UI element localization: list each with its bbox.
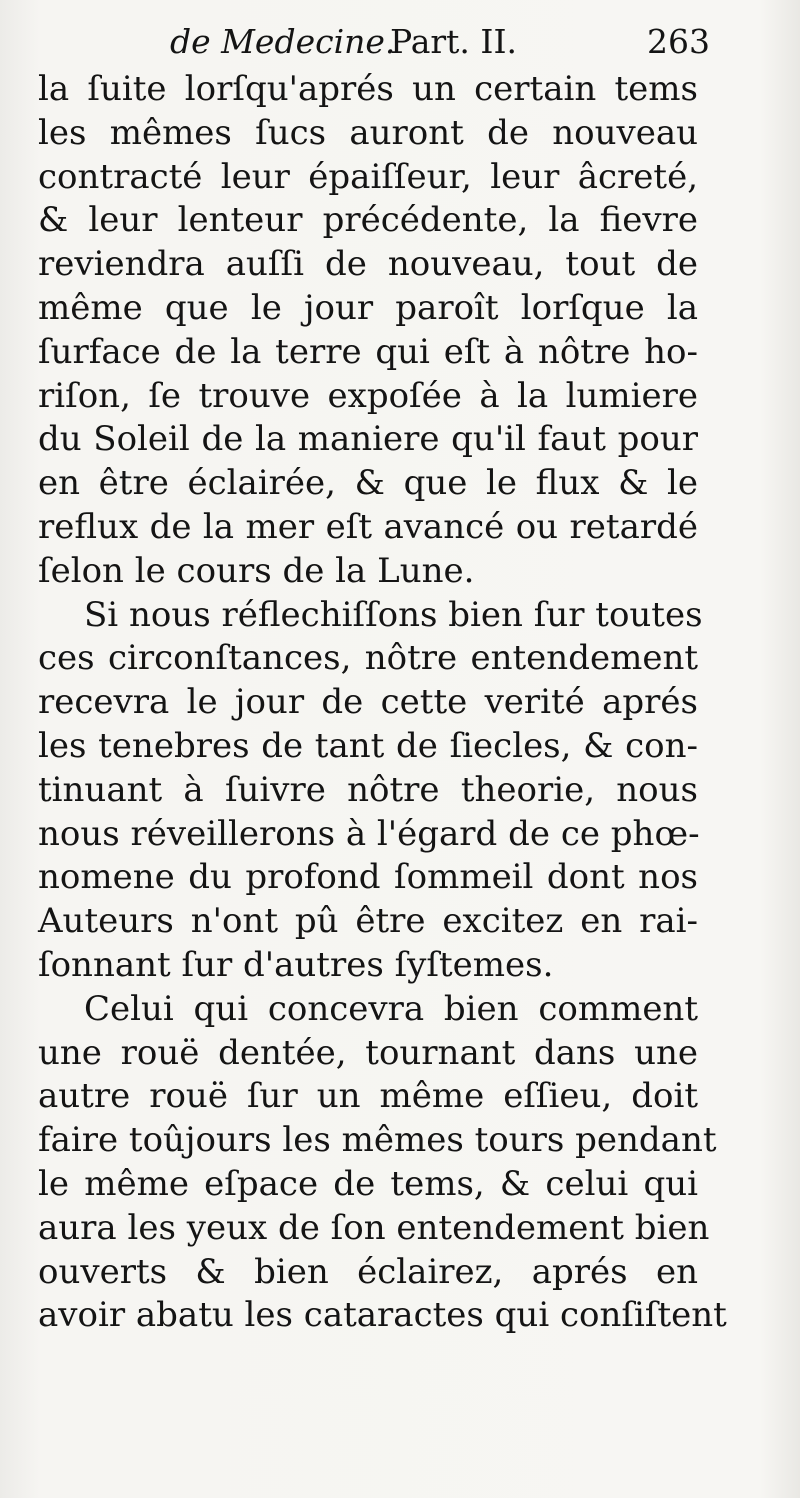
text-line: nomene du profond ſommeil dont nos [38,857,698,898]
text-line: ſelon le cours de la Lune. [38,550,475,591]
text-line: reviendra auſſi de nouveau, tout de [38,244,698,285]
text-line: du Soleil de la maniere qu'il faut pour [38,419,698,460]
text-line: en être éclairée, & que le flux & le [38,463,698,504]
text-line: ſonnant ſur d'autres ſyſtemes. [38,944,554,985]
text-line: ſurface de la terre qui eſt à nôtre ho- [38,331,698,372]
text-line: la ſuite lorſqu'aprés un certain tems [38,69,698,109]
text-line: faire toûjours les mêmes tours pendant [38,1120,717,1161]
text-line: tinuant à ſuivre nôtre theorie, nous [38,769,698,810]
text-line: autre rouë ſur un même eſſieu, doit [38,1076,698,1117]
text-line: riſon, ſe trouve expoſée à la lumiere [38,375,698,416]
text-line: une rouë dentée, tournant dans une [38,1032,698,1073]
running-title: de Medecine. [170,22,396,61]
text-line: Auteurs n'ont pû être excitez en rai- [38,901,698,942]
text-line: aura les yeux de ſon entendement bien [38,1207,710,1248]
text-line: reflux de la mer eſt avancé ou retardé [38,506,698,547]
text-line: avoir abatu les cataractes qui conſiſtent [38,1295,727,1336]
text-line: même que le jour paroît lorſque la [38,287,698,328]
text-line: les mêmes ſucs auront de nouveau [38,112,698,153]
paragraph-start-line: Celui qui concevra bien comment [84,988,698,1029]
page-number: 263 [647,22,710,61]
part-label: Part. II. [390,22,517,61]
text-line: & leur lenteur précédente, la fievre [38,200,698,241]
page-header [170,18,710,66]
text-line: ouverts & bien éclairez, aprés en [38,1251,698,1292]
body-text [38,68,727,1338]
text-line: le même eſpace de tems, & celui qui [38,1163,698,1204]
text-line: recevra le jour de cette verité aprés [38,682,698,723]
paragraph-start-line: Si nous réflechiſſons bien ſur toutes [84,594,703,635]
text-line: contracté leur épaiſſeur, leur âcreté, [38,156,698,197]
text-line: ces circonſtances, nôtre entendement [38,638,698,679]
text-line: les tenebres de tant de ſiecles, & con- [38,725,698,766]
text-line: nous réveillerons à l'égard de ce phœ- [38,813,700,854]
